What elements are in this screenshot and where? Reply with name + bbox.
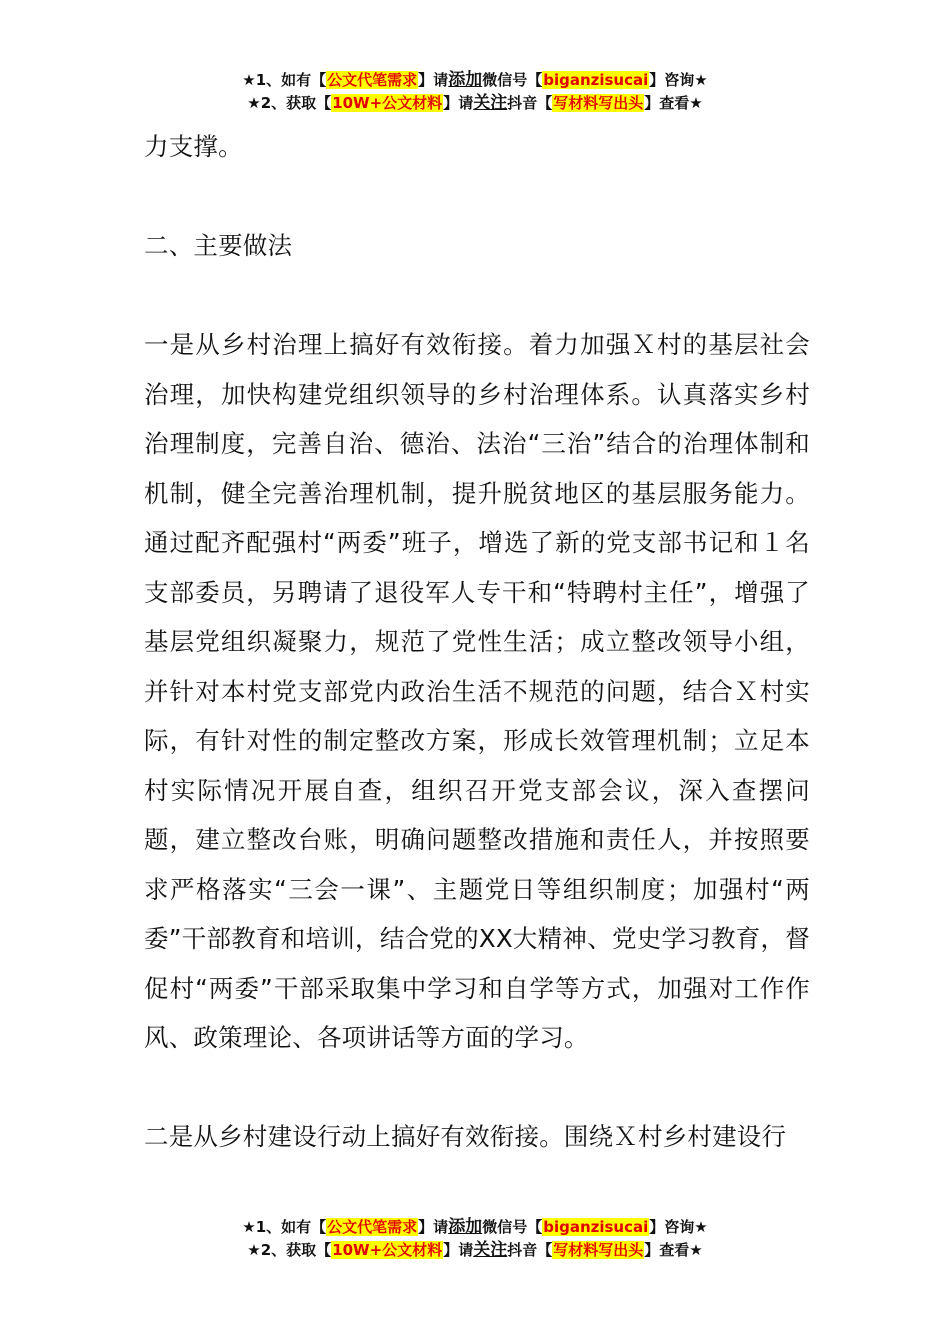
promo-line-1: ★1、如有【公文代笔需求】请添加微信号【biganzisucai】咨询★ (242, 1217, 708, 1237)
highlight-materials: 10W+公文材料 (332, 1241, 443, 1259)
highlight-wechat-id: biganzisucai (543, 71, 649, 89)
emphasis-follow: 关注 (473, 93, 508, 113)
highlight-wechat-id: biganzisucai (543, 1218, 649, 1236)
highlight-service: 公文代笔需求 (327, 1218, 418, 1236)
promo-line-2: ★2、获取【10W+公文材料】请关注抖音【写材料写出头】查看★ (247, 93, 703, 113)
paragraph-rural-construction: 二是从乡村建设行动上搞好有效衔接。围绕Ｘ村乡村建设行 (144, 1122, 787, 1151)
section-heading: 二、主要做法 (144, 231, 293, 260)
emphasis-add: 添加 (448, 70, 483, 90)
emphasis-add: 添加 (448, 1217, 483, 1237)
highlight-materials: 10W+公文材料 (332, 94, 443, 112)
document-body (144, 122, 810, 1162)
highlight-service: 公文代笔需求 (327, 71, 418, 89)
continuation-text: 力支撑。 (144, 132, 243, 161)
paragraph-rural-governance: 一是从乡村治理上搞好有效衔接。着力加强Ｘ村的基层社会治理，加快构建党组织领导的乡村治理体系。认真落实乡村治理制度，完善自治、德治、法治“三治”结合的治理体制和机制，健全完善治理机制，提升脱贫地区的基层服务能力。通过配齐配强村“两委”班子，增选了新的党支部书记和１名支部委员，另聘请了退役军人专干和“特聘村主任”，增强了基层党组织凝聚力，规范了党性生活；成立整改领导小组，并针对本村党支部党内政治生活不规范的问题，结合Ｘ村实际，有针对性的制定整改方案，形成长效管理机制；立足本村实际情况开展自查，组织召开党支部会议，深入查摆问题，建立整改台账，明确问题整改措施和责任人，并按照要求严格落实“三会一课”、主题党日等组织制度；加强村“两委”干部教育和培训，结合党的XX大精神、党史学习教育，督促村“两委”干部采取集中学习和自学等方式，加强对工作作风、政策理论、各项讲话等方面的学习。 (144, 330, 810, 1052)
promo-line-1: ★1、如有【公文代笔需求】请添加微信号【biganzisucai】咨询★ (242, 70, 708, 90)
promo-banner-bottom (0, 1216, 950, 1262)
highlight-douyin-account: 写材料写出头 (553, 94, 644, 112)
promo-line-2: ★2、获取【10W+公文材料】请关注抖音【写材料写出头】查看★ (247, 1240, 703, 1260)
promo-banner-top (0, 69, 950, 115)
highlight-douyin-account: 写材料写出头 (553, 1241, 644, 1259)
emphasis-follow: 关注 (473, 1240, 508, 1260)
